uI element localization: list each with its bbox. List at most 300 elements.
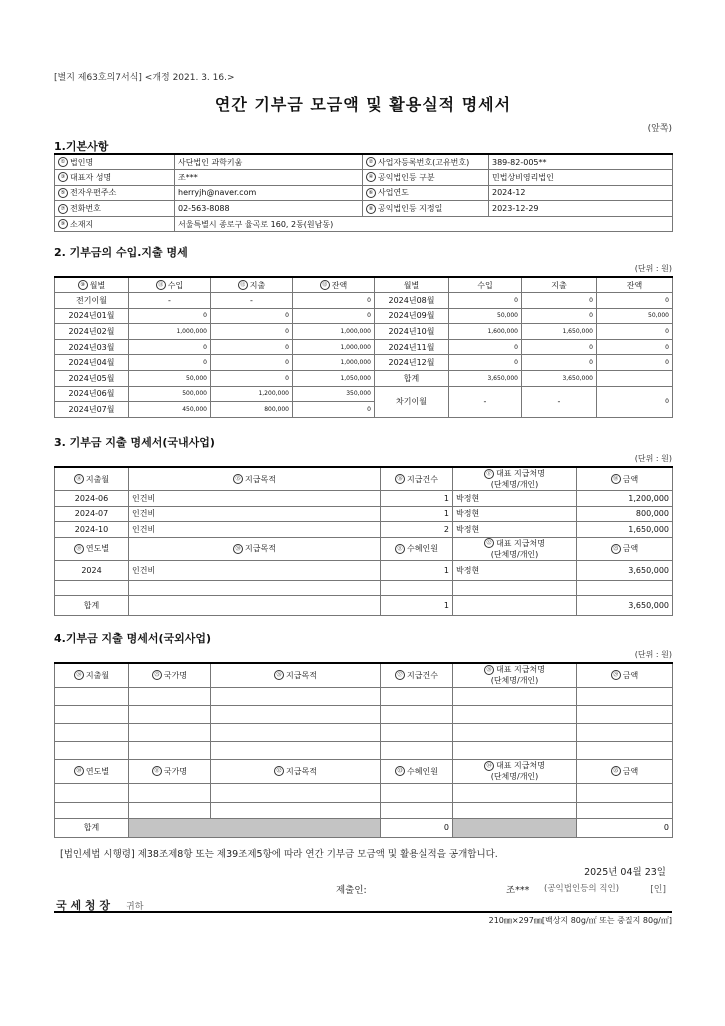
item-number-icon: ⑰ xyxy=(484,469,494,479)
table-row xyxy=(55,154,673,170)
expense-cell: - xyxy=(522,386,597,417)
item-number-icon: ㉒ xyxy=(484,538,494,548)
item-number-icon: ① xyxy=(58,157,68,167)
item-number-icon: ⑤ xyxy=(58,188,68,198)
paper-spec: 210㎜×297㎜[백상지 80g/㎡ 또는 중질지 80g/㎡] xyxy=(488,916,672,925)
table-cell xyxy=(381,741,453,759)
table-cell xyxy=(211,687,381,705)
table-cell xyxy=(129,783,211,802)
header-sublabel: (단체명/개인) xyxy=(490,549,539,559)
table-cell xyxy=(381,687,453,705)
income-cell: 500,000 xyxy=(129,386,211,402)
front-side-mark: (앞쪽) xyxy=(647,124,672,134)
month-cell: 2024년03월 xyxy=(55,339,129,355)
income-expense-table xyxy=(54,276,673,418)
table-cell xyxy=(211,802,381,818)
item-number-icon: ⑪ xyxy=(156,280,166,290)
section3-unit: (단위 : 원) xyxy=(634,454,672,463)
header-label: 대표 지급처명 xyxy=(496,469,545,478)
table-cell: 1,200,000 xyxy=(577,491,673,507)
income-cell: 450,000 xyxy=(129,402,211,418)
balance-cell: 1,050,000 xyxy=(293,371,375,387)
section2-heading: 2. 기부금의 수입.지출 명세 xyxy=(54,246,188,259)
law-statement: [법인세법 시행령] 제38조제8항 또는 제39조제5항에 따라 연간 기부금 모금액 및 활용실적을 공개합니다. xyxy=(60,849,498,860)
table-cell xyxy=(381,723,453,741)
field-label xyxy=(55,216,175,232)
field-value: 2024-12 xyxy=(489,185,673,201)
table-cell xyxy=(129,687,211,705)
table-cell xyxy=(381,580,453,595)
balance-cell: 1,000,000 xyxy=(293,324,375,340)
total-amount: 0 xyxy=(577,818,673,837)
income-cell: 3,650,000 xyxy=(449,371,522,387)
income-cell: 1,600,000 xyxy=(449,324,522,340)
table-cell xyxy=(129,595,381,615)
header-label: 지출월 xyxy=(85,670,110,680)
table-cell xyxy=(577,687,673,705)
item-number-icon: ㉑ xyxy=(395,544,405,554)
header-cell: 지출 xyxy=(522,277,597,293)
table-cell xyxy=(453,705,577,723)
expense-cell: 0 xyxy=(211,355,293,371)
table-cell xyxy=(577,705,673,723)
table-row xyxy=(55,170,673,186)
table-row xyxy=(55,537,673,560)
income-cell: 50,000 xyxy=(449,308,522,324)
field-label xyxy=(55,170,175,186)
expense-cell: 800,000 xyxy=(211,402,293,418)
income-cell: 0 xyxy=(449,355,522,371)
field-label xyxy=(363,170,489,186)
table-row xyxy=(55,741,673,759)
month-cell: 2024년09월 xyxy=(375,308,449,324)
header-sublabel: (단체명/개인) xyxy=(490,676,539,686)
table-cell: 박정현 xyxy=(453,506,577,522)
table-row xyxy=(55,580,673,595)
item-number-icon: ㉟ xyxy=(611,766,621,776)
field-value: 2023-12-29 xyxy=(489,201,673,217)
balance-cell: 1,000,000 xyxy=(293,339,375,355)
income-cell: 0 xyxy=(449,293,522,309)
table-cell: 2 xyxy=(381,522,453,538)
table-row xyxy=(55,560,673,580)
header-cell xyxy=(129,537,381,560)
header-label: 대표 지급처명 xyxy=(496,538,545,548)
table-cell: 인건비 xyxy=(129,560,381,580)
table-row xyxy=(55,277,673,293)
header-cell xyxy=(453,537,577,560)
table-row xyxy=(55,293,673,309)
header-label: 지출월 xyxy=(85,474,110,484)
table-cell xyxy=(453,580,577,595)
balance-cell: 0 xyxy=(597,386,673,417)
item-number-icon: ③ xyxy=(58,172,68,182)
table-cell xyxy=(577,802,673,818)
submitter-role: (공익법인등의 직인) xyxy=(544,884,620,894)
seal-mark: [인] xyxy=(650,885,666,895)
header-label: 국가명 xyxy=(163,766,188,776)
table-cell xyxy=(381,705,453,723)
submission-date: 2025년 04월 23일 xyxy=(584,867,666,878)
field-label xyxy=(363,201,489,217)
table-cell: 2024-07 xyxy=(55,506,129,522)
item-number-icon: ㉕ xyxy=(152,670,162,680)
month-cell: 2024년08월 xyxy=(375,293,449,309)
table-cell: 800,000 xyxy=(577,506,673,522)
header-cell xyxy=(211,277,293,293)
table-cell xyxy=(453,783,577,802)
balance-cell: 0 xyxy=(597,293,673,309)
field-label xyxy=(55,154,175,170)
header-label: 수혜인원 xyxy=(407,766,438,776)
table-row xyxy=(55,386,673,402)
table-cell xyxy=(577,783,673,802)
header-label: 지급건수 xyxy=(407,670,438,680)
item-number-icon: ㉝ xyxy=(395,766,405,776)
month-cell: 2024년12월 xyxy=(375,355,449,371)
field-value: 389-82-005** xyxy=(489,154,673,170)
table-cell xyxy=(381,783,453,802)
header-label: 지출 xyxy=(249,280,266,290)
table-cell xyxy=(453,802,577,818)
header-label: 법인명 xyxy=(70,157,94,167)
balance-cell: 50,000 xyxy=(597,308,673,324)
header-cell: 잔액 xyxy=(597,277,673,293)
table-cell xyxy=(453,741,577,759)
address-value: 서울특별시 종로구 율곡로 160, 2동(원남동) xyxy=(175,216,673,232)
income-cell: - xyxy=(449,386,522,417)
header-label: 대표 지급처명 xyxy=(496,665,545,675)
item-number-icon: ② xyxy=(366,157,376,167)
section2-unit: (단위 : 원) xyxy=(634,264,672,273)
table-cell: 2024 xyxy=(55,560,129,580)
section4-heading: 4.기부금 지출 명세서(국외사업) xyxy=(54,632,212,645)
header-cell xyxy=(381,663,453,687)
table-cell: 3,650,000 xyxy=(577,560,673,580)
header-cell xyxy=(453,663,577,687)
header-label: 수혜인원 xyxy=(407,544,438,554)
expense-cell: 0 xyxy=(211,324,293,340)
table-cell: 박정현 xyxy=(453,560,577,580)
header-cell: 수입 xyxy=(449,277,522,293)
income-cell: 0 xyxy=(449,339,522,355)
expense-cell: 1,200,000 xyxy=(211,386,293,402)
header-label: 대표 지급처명 xyxy=(496,761,545,770)
header-cell xyxy=(129,759,211,783)
header-label: 대표자 성명 xyxy=(70,172,112,182)
table-cell xyxy=(55,705,129,723)
field-label xyxy=(55,201,175,217)
table-cell: 1 xyxy=(381,506,453,522)
section1-heading: 1.기본사항 xyxy=(54,140,109,153)
expense-cell: 0 xyxy=(211,308,293,324)
header-label: 사업자등록번호(고유번호) xyxy=(378,157,470,167)
month-cell: 2024년11월 xyxy=(375,339,449,355)
month-cell: 2024년06월 xyxy=(55,386,129,402)
total-amount: 3,650,000 xyxy=(577,595,673,615)
item-number-icon: ⑫ xyxy=(238,280,248,290)
table-row xyxy=(55,595,673,615)
month-cell: 2024년05월 xyxy=(55,371,129,387)
table-cell xyxy=(55,741,129,759)
item-number-icon: ⑲ xyxy=(74,544,84,554)
header-cell xyxy=(55,663,129,687)
table-cell xyxy=(55,783,129,802)
item-number-icon: ⑬ xyxy=(320,280,330,290)
income-cell: 0 xyxy=(129,355,211,371)
item-number-icon: ㉞ xyxy=(484,761,494,771)
table-cell xyxy=(453,595,577,615)
header-cell xyxy=(577,759,673,783)
table-cell xyxy=(129,802,211,818)
item-number-icon: ㉓ xyxy=(611,544,621,554)
header-label: 공익법인등 구분 xyxy=(378,172,435,182)
table-row xyxy=(55,467,673,491)
header-cell xyxy=(577,663,673,687)
header-label: 연도별 xyxy=(85,766,110,776)
header-cell xyxy=(577,467,673,491)
income-cell: 50,000 xyxy=(129,371,211,387)
item-number-icon: ㉙ xyxy=(611,670,621,680)
item-number-icon: ⑧ xyxy=(366,204,376,214)
header-label: 지급건수 xyxy=(407,474,438,484)
item-number-icon: ⑳ xyxy=(233,544,243,554)
table-row xyxy=(55,324,673,340)
table-cell xyxy=(55,687,129,705)
item-number-icon: ⑥ xyxy=(366,188,376,198)
expense-cell: 0 xyxy=(211,339,293,355)
header-cell xyxy=(55,759,129,783)
header-label: 금액 xyxy=(622,474,639,484)
table-cell xyxy=(577,580,673,595)
header-cell xyxy=(381,537,453,560)
table-row xyxy=(55,308,673,324)
table-row xyxy=(55,663,673,687)
field-value: 사단법인 과학키움 xyxy=(175,154,363,170)
table-row xyxy=(55,355,673,371)
field-label xyxy=(363,154,489,170)
expense-cell: 1,650,000 xyxy=(522,324,597,340)
header-label: 월별 xyxy=(89,280,106,290)
table-cell xyxy=(129,723,211,741)
expense-cell: 0 xyxy=(522,355,597,371)
item-number-icon: ④ xyxy=(366,172,376,182)
form-number: [별지 제63호의7서식] <개정 2021. 3. 16.> xyxy=(54,73,235,83)
month-cell: 2024년04월 xyxy=(55,355,129,371)
month-cell: 전기이월 xyxy=(55,293,129,309)
item-number-icon: ⑱ xyxy=(611,474,621,484)
table-row xyxy=(55,185,673,201)
header-label: 전자우편주소 xyxy=(70,188,117,198)
table-row xyxy=(55,201,673,217)
month-cell: 2024년01월 xyxy=(55,308,129,324)
balance-cell xyxy=(597,371,673,387)
header-label: 연도별 xyxy=(85,544,110,554)
table-row xyxy=(55,491,673,507)
table-cell: 인건비 xyxy=(129,506,381,522)
table-cell xyxy=(129,741,211,759)
table-row xyxy=(55,216,673,232)
table-row xyxy=(55,705,673,723)
header-label: 잔액 xyxy=(331,280,348,290)
field-value: 민법상비영리법인 xyxy=(489,170,673,186)
item-number-icon: ㉛ xyxy=(152,766,162,776)
expense-cell: 3,650,000 xyxy=(522,371,597,387)
table-cell xyxy=(577,723,673,741)
header-cell xyxy=(55,277,129,293)
table-row xyxy=(55,723,673,741)
total-label: 합계 xyxy=(55,818,129,837)
expense-cell: 0 xyxy=(522,308,597,324)
month-cell: 2024년10월 xyxy=(375,324,449,340)
header-label: 금액 xyxy=(622,544,639,554)
header-cell xyxy=(55,467,129,491)
income-cell: 0 xyxy=(129,308,211,324)
month-cell: 2024년02월 xyxy=(55,324,129,340)
table-cell: 박정현 xyxy=(453,491,577,507)
recipient: 국 세 청 장 xyxy=(56,899,110,912)
item-number-icon: ⑦ xyxy=(58,204,68,214)
header-cell xyxy=(211,663,381,687)
table-cell xyxy=(55,580,129,595)
header-label: 국가명 xyxy=(163,670,188,680)
table-cell xyxy=(129,580,381,595)
table-cell: 인건비 xyxy=(129,522,381,538)
item-number-icon: ⑨ xyxy=(58,219,68,229)
table-cell xyxy=(577,741,673,759)
income-cell: - xyxy=(129,293,211,309)
item-number-icon: ㉔ xyxy=(74,670,84,680)
table-cell xyxy=(453,687,577,705)
field-value: herryjh@naver.com xyxy=(175,185,363,201)
table-cell xyxy=(129,818,381,837)
table-cell: 박정현 xyxy=(453,522,577,538)
balance-cell: 1,000,000 xyxy=(293,355,375,371)
table-row xyxy=(55,783,673,802)
table-cell xyxy=(211,783,381,802)
total-count: 0 xyxy=(381,818,453,837)
table-row xyxy=(55,339,673,355)
table-cell: 1,650,000 xyxy=(577,522,673,538)
page-title: 연간 기부금 모금액 및 활용실적 명세서 xyxy=(214,95,512,114)
table-row xyxy=(55,818,673,837)
balance-cell: 0 xyxy=(293,293,375,309)
table-cell xyxy=(211,741,381,759)
header-cell xyxy=(381,467,453,491)
header-sublabel: (단체명/개인) xyxy=(490,480,539,489)
table-cell: 1 xyxy=(381,560,453,580)
balance-cell: 350,000 xyxy=(293,386,375,402)
domestic-expense-table xyxy=(54,466,673,616)
header-cell xyxy=(577,537,673,560)
expense-cell: - xyxy=(211,293,293,309)
section4-unit: (단위 : 원) xyxy=(634,650,672,659)
header-label: 금액 xyxy=(622,670,639,680)
table-cell: 인건비 xyxy=(129,491,381,507)
field-label xyxy=(55,185,175,201)
balance-cell: 0 xyxy=(293,402,375,418)
table-cell xyxy=(453,723,577,741)
table-row xyxy=(55,522,673,538)
header-label: 지급목적 xyxy=(245,544,276,554)
balance-cell: 0 xyxy=(597,339,673,355)
expense-cell: 0 xyxy=(522,293,597,309)
expense-cell: 0 xyxy=(522,339,597,355)
header-label: 전화번호 xyxy=(70,204,101,214)
table-row xyxy=(55,687,673,705)
month-cell: 합계 xyxy=(375,371,449,387)
item-number-icon: ⑮ xyxy=(233,474,243,484)
header-label: 지급목적 xyxy=(286,766,317,776)
header-label: 지급목적 xyxy=(245,474,276,484)
income-cell: 1,000,000 xyxy=(129,324,211,340)
balance-cell: 0 xyxy=(293,308,375,324)
item-number-icon: ㉘ xyxy=(484,665,494,675)
header-cell xyxy=(129,663,211,687)
table-row xyxy=(55,759,673,783)
table-cell: 2024-06 xyxy=(55,491,129,507)
submitter-label: 제출인: xyxy=(336,885,367,896)
balance-cell: 0 xyxy=(597,324,673,340)
header-cell xyxy=(129,277,211,293)
table-cell xyxy=(211,705,381,723)
item-number-icon: ㉖ xyxy=(274,670,284,680)
table-cell xyxy=(211,723,381,741)
header-cell xyxy=(453,759,577,783)
header-cell: 월별 xyxy=(375,277,449,293)
table-row xyxy=(55,802,673,818)
income-cell: 0 xyxy=(129,339,211,355)
header-label: 사업연도 xyxy=(378,188,409,198)
table-row xyxy=(55,371,673,387)
item-number-icon: ⑩ xyxy=(78,280,88,290)
item-number-icon: ㉚ xyxy=(74,766,84,776)
table-cell xyxy=(55,723,129,741)
overseas-expense-table xyxy=(54,662,673,838)
table-cell: 2024-10 xyxy=(55,522,129,538)
header-cell xyxy=(453,467,577,491)
table-cell: 1 xyxy=(381,491,453,507)
item-number-icon: ⑯ xyxy=(395,474,405,484)
header-sublabel: (단체명/개인) xyxy=(490,772,539,781)
field-label xyxy=(363,185,489,201)
balance-cell: 0 xyxy=(597,355,673,371)
table-cell xyxy=(453,818,577,837)
header-cell xyxy=(211,759,381,783)
section3-heading: 3. 기부금 지출 명세서(국내사업) xyxy=(54,436,215,449)
item-number-icon: ㉗ xyxy=(395,670,405,680)
item-number-icon: ㉜ xyxy=(274,766,284,776)
header-cell xyxy=(55,537,129,560)
month-cell: 2024년07월 xyxy=(55,402,129,418)
table-cell xyxy=(55,802,129,818)
header-label: 금액 xyxy=(622,766,639,776)
header-cell xyxy=(293,277,375,293)
basic-info-table xyxy=(54,153,673,232)
table-cell xyxy=(381,802,453,818)
field-value: 02-563-8088 xyxy=(175,201,363,217)
field-value: 조*** xyxy=(175,170,363,186)
header-cell xyxy=(129,467,381,491)
footer-divider xyxy=(54,911,672,913)
expense-cell: 0 xyxy=(211,371,293,387)
item-number-icon: ⑭ xyxy=(74,474,84,484)
submitter-name: 조*** xyxy=(506,885,530,896)
table-cell xyxy=(129,705,211,723)
recipient-suffix: 귀하 xyxy=(126,902,144,912)
header-cell xyxy=(381,759,453,783)
total-count: 1 xyxy=(381,595,453,615)
